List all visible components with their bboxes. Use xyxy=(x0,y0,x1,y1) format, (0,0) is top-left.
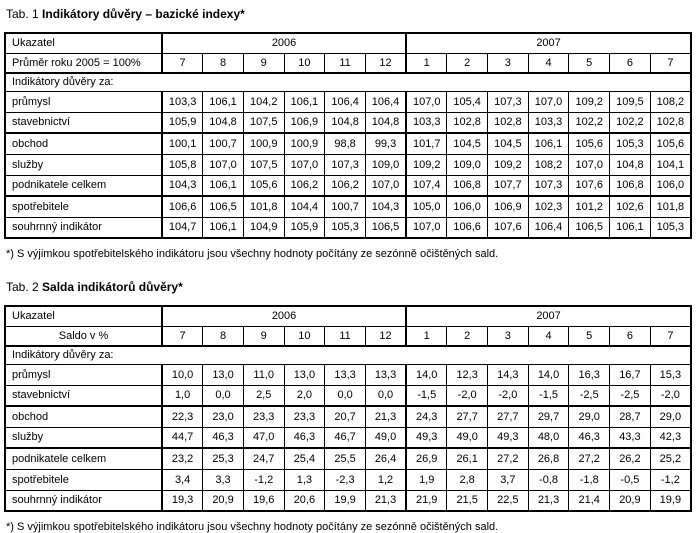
value-cell: 107,3 xyxy=(488,91,529,112)
value-cell: 107,7 xyxy=(488,175,529,196)
value-cell: 26,1 xyxy=(447,448,488,469)
value-cell: 108,2 xyxy=(650,91,691,112)
value-cell: 24,3 xyxy=(406,406,447,427)
row-label: spotřebitele xyxy=(5,469,162,490)
value-cell: 106,1 xyxy=(203,91,244,112)
value-cell: -2,0 xyxy=(650,385,691,406)
value-cell: 107,3 xyxy=(528,175,569,196)
value-cell: 27,7 xyxy=(447,406,488,427)
month-header-cell: 4 xyxy=(528,326,569,346)
row-label: služby xyxy=(5,427,162,448)
month-header-cell: 12 xyxy=(365,326,406,346)
value-cell: -1,5 xyxy=(528,385,569,406)
month-header-cell: 1 xyxy=(406,53,447,73)
section-row xyxy=(5,73,691,91)
value-cell: 20,9 xyxy=(610,490,651,511)
value-cell: 109,0 xyxy=(447,154,488,175)
value-cell: 105,4 xyxy=(447,91,488,112)
value-cell: 25,3 xyxy=(203,448,244,469)
value-cell: 105,9 xyxy=(284,217,325,238)
row-label: obchod xyxy=(5,406,162,427)
value-cell: 105,6 xyxy=(243,175,284,196)
value-cell: 46,3 xyxy=(284,427,325,448)
table1-title-text: Indikátory důvěry – bazické indexy* xyxy=(42,7,245,21)
month-header-cell: 7 xyxy=(650,53,691,73)
value-cell: 104,8 xyxy=(203,112,244,133)
table-row xyxy=(5,385,691,406)
value-cell: 49,3 xyxy=(406,427,447,448)
value-cell: 106,0 xyxy=(650,175,691,196)
value-cell: 2,0 xyxy=(284,385,325,406)
table-body xyxy=(5,364,691,511)
balance-table xyxy=(4,305,692,512)
value-cell: 104,8 xyxy=(610,154,651,175)
value-cell: 100,9 xyxy=(243,133,284,154)
value-cell: 22,5 xyxy=(488,490,529,511)
value-cell: 106,9 xyxy=(488,196,529,217)
value-cell: 20,9 xyxy=(203,490,244,511)
table-row xyxy=(5,154,691,175)
value-cell: 104,3 xyxy=(365,196,406,217)
value-cell: 103,3 xyxy=(528,112,569,133)
value-cell: 105,6 xyxy=(569,133,610,154)
value-cell: 25,5 xyxy=(325,448,366,469)
value-cell: 104,5 xyxy=(488,133,529,154)
value-cell: 1,0 xyxy=(162,385,203,406)
table1-title xyxy=(6,7,692,21)
value-cell: 19,3 xyxy=(162,490,203,511)
value-cell: 102,3 xyxy=(528,196,569,217)
value-cell: 23,2 xyxy=(162,448,203,469)
value-cell: -0,8 xyxy=(528,469,569,490)
value-cell: 19,9 xyxy=(650,490,691,511)
value-cell: 105,0 xyxy=(406,196,447,217)
value-cell: 26,8 xyxy=(528,448,569,469)
value-cell: 12,3 xyxy=(447,364,488,385)
value-cell: 107,0 xyxy=(365,175,406,196)
value-cell: 107,0 xyxy=(203,154,244,175)
value-cell: 104,3 xyxy=(162,175,203,196)
value-cell: 107,4 xyxy=(406,175,447,196)
value-cell: 107,3 xyxy=(325,154,366,175)
value-cell: 25,2 xyxy=(650,448,691,469)
table-row xyxy=(5,490,691,511)
value-cell: 44,7 xyxy=(162,427,203,448)
value-cell: 23,3 xyxy=(284,406,325,427)
value-cell: 105,8 xyxy=(162,154,203,175)
value-cell: 106,2 xyxy=(325,175,366,196)
value-cell: 22,3 xyxy=(162,406,203,427)
value-cell: 109,0 xyxy=(365,154,406,175)
section-label: Indikátory důvěry za: xyxy=(5,346,691,364)
value-cell: 109,2 xyxy=(406,154,447,175)
value-cell: 107,5 xyxy=(243,154,284,175)
value-cell: 3,4 xyxy=(162,469,203,490)
month-header-cell: 7 xyxy=(162,53,203,73)
value-cell: 106,1 xyxy=(203,175,244,196)
year-2007-header: 2007 xyxy=(406,306,691,326)
indicator-column-header: Ukazatel xyxy=(5,306,162,326)
year-2006-header: 2006 xyxy=(162,306,406,326)
value-cell: 104,8 xyxy=(325,112,366,133)
value-cell: 103,3 xyxy=(406,112,447,133)
year-2007-header: 2007 xyxy=(406,33,691,53)
value-cell: 106,5 xyxy=(569,217,610,238)
value-cell: 101,8 xyxy=(650,196,691,217)
value-cell: 47,0 xyxy=(243,427,284,448)
value-cell: 2,8 xyxy=(447,469,488,490)
value-cell: 100,9 xyxy=(284,133,325,154)
value-cell: 21,4 xyxy=(569,490,610,511)
month-header-cell: 7 xyxy=(162,326,203,346)
value-cell: 21,3 xyxy=(365,406,406,427)
month-header-cell: 7 xyxy=(650,326,691,346)
value-cell: 105,3 xyxy=(610,133,651,154)
value-cell: 107,0 xyxy=(406,91,447,112)
section-row xyxy=(5,346,691,364)
value-cell: -1,2 xyxy=(650,469,691,490)
value-cell: 20,6 xyxy=(284,490,325,511)
value-cell: 29,7 xyxy=(528,406,569,427)
month-header-cell: 3 xyxy=(488,53,529,73)
year-header-row xyxy=(5,33,691,53)
value-cell: 100,1 xyxy=(162,133,203,154)
row-label: stavebnictví xyxy=(5,385,162,406)
value-cell: 49,0 xyxy=(365,427,406,448)
value-cell: 14,0 xyxy=(528,364,569,385)
value-cell: -1,2 xyxy=(243,469,284,490)
value-cell: 13,3 xyxy=(365,364,406,385)
value-cell: 46,3 xyxy=(569,427,610,448)
value-cell: 3,3 xyxy=(203,469,244,490)
table-row xyxy=(5,406,691,427)
value-cell: 11,0 xyxy=(243,364,284,385)
value-cell: 98,8 xyxy=(325,133,366,154)
value-cell: 1,3 xyxy=(284,469,325,490)
row-label: podnikatele celkem xyxy=(5,448,162,469)
value-cell: 26,4 xyxy=(365,448,406,469)
value-cell: 106,9 xyxy=(284,112,325,133)
row-label: podnikatele celkem xyxy=(5,175,162,196)
value-cell: 42,3 xyxy=(650,427,691,448)
table-row xyxy=(5,217,691,238)
value-cell: 106,8 xyxy=(447,175,488,196)
value-cell: 100,7 xyxy=(203,133,244,154)
table1-title-prefix: Tab. 1 xyxy=(6,7,39,21)
value-cell: 104,5 xyxy=(447,133,488,154)
value-cell: 0,0 xyxy=(203,385,244,406)
value-cell: 100,7 xyxy=(325,196,366,217)
indicator-column-header: Ukazatel xyxy=(5,33,162,53)
month-header-cell: 9 xyxy=(243,53,284,73)
value-cell: 102,8 xyxy=(488,112,529,133)
value-cell: 0,0 xyxy=(365,385,406,406)
table-row xyxy=(5,112,691,133)
table2-title-prefix: Tab. 2 xyxy=(6,280,39,294)
value-cell: 21,9 xyxy=(406,490,447,511)
value-cell: -2,5 xyxy=(610,385,651,406)
value-cell: 16,7 xyxy=(610,364,651,385)
row-label: průmysl xyxy=(5,364,162,385)
value-cell: 13,0 xyxy=(203,364,244,385)
value-cell: 1,2 xyxy=(365,469,406,490)
value-cell: 101,7 xyxy=(406,133,447,154)
table-row xyxy=(5,133,691,154)
value-cell: 107,5 xyxy=(243,112,284,133)
value-cell: 104,7 xyxy=(162,217,203,238)
value-cell: 106,8 xyxy=(610,175,651,196)
value-cell: 26,9 xyxy=(406,448,447,469)
table-row xyxy=(5,196,691,217)
month-header-cell: 1 xyxy=(406,326,447,346)
month-header-cell: 11 xyxy=(325,326,366,346)
value-cell: 3,7 xyxy=(488,469,529,490)
value-cell: 23,0 xyxy=(203,406,244,427)
value-cell: 29,0 xyxy=(569,406,610,427)
table-row xyxy=(5,448,691,469)
value-cell: 107,6 xyxy=(488,217,529,238)
value-cell: -1,5 xyxy=(406,385,447,406)
table-row xyxy=(5,364,691,385)
value-cell: 105,3 xyxy=(650,217,691,238)
table2-footnote: *) S výjimkou spotřebitelského indikátoru jsou všechny hodnoty počítány ze sezónně očištěných sald. xyxy=(6,521,499,533)
row-label: souhrnný indikátor xyxy=(5,217,162,238)
value-cell: 105,3 xyxy=(325,217,366,238)
value-cell: 104,2 xyxy=(243,91,284,112)
month-header-cell: 6 xyxy=(610,53,651,73)
value-cell: 0,0 xyxy=(325,385,366,406)
value-cell: -1,8 xyxy=(569,469,610,490)
value-cell: 28,7 xyxy=(610,406,651,427)
value-cell: 109,2 xyxy=(488,154,529,175)
month-header-cell: 8 xyxy=(203,326,244,346)
value-cell: 106,1 xyxy=(528,133,569,154)
value-cell: 29,0 xyxy=(650,406,691,427)
value-cell: 102,2 xyxy=(610,112,651,133)
unit-header: Průměr roku 2005 = 100% xyxy=(5,53,162,73)
value-cell: 105,9 xyxy=(162,112,203,133)
value-cell: 99,3 xyxy=(365,133,406,154)
value-cell: 106,1 xyxy=(284,91,325,112)
unit-header: Saldo v % xyxy=(5,326,162,346)
value-cell: 106,1 xyxy=(203,217,244,238)
value-cell: 102,8 xyxy=(650,112,691,133)
value-cell: 20,7 xyxy=(325,406,366,427)
month-header-cell: 5 xyxy=(569,53,610,73)
month-header-row xyxy=(5,53,691,73)
value-cell: 107,0 xyxy=(569,154,610,175)
month-header-cell: 9 xyxy=(243,326,284,346)
value-cell: 106,4 xyxy=(528,217,569,238)
table-row xyxy=(5,469,691,490)
value-cell: 48,0 xyxy=(528,427,569,448)
value-cell: 25,4 xyxy=(284,448,325,469)
table1-footnote: *) S výjimkou spotřebitelského indikátoru jsou všechny hodnoty počítány ze sezónně očištěných sald. xyxy=(6,248,499,260)
value-cell: 109,2 xyxy=(569,91,610,112)
row-label: služby xyxy=(5,154,162,175)
value-cell: 1,9 xyxy=(406,469,447,490)
value-cell: 24,7 xyxy=(243,448,284,469)
value-cell: -0,5 xyxy=(610,469,651,490)
value-cell: 21,3 xyxy=(365,490,406,511)
row-label: stavebnictví xyxy=(5,112,162,133)
value-cell: 106,5 xyxy=(203,196,244,217)
month-header-cell: 11 xyxy=(325,53,366,73)
value-cell: 108,2 xyxy=(528,154,569,175)
year-2006-header: 2006 xyxy=(162,33,406,53)
table-row xyxy=(5,91,691,112)
month-header-row xyxy=(5,326,691,346)
value-cell: 104,4 xyxy=(284,196,325,217)
value-cell: 103,3 xyxy=(162,91,203,112)
month-header-cell: 12 xyxy=(365,53,406,73)
value-cell: 106,6 xyxy=(162,196,203,217)
table2-title xyxy=(6,280,692,294)
value-cell: 27,7 xyxy=(488,406,529,427)
value-cell: 105,6 xyxy=(650,133,691,154)
value-cell: 106,4 xyxy=(325,91,366,112)
value-cell: -2,3 xyxy=(325,469,366,490)
month-header-cell: 3 xyxy=(488,326,529,346)
value-cell: 107,0 xyxy=(406,217,447,238)
value-cell: 23,3 xyxy=(243,406,284,427)
value-cell: 13,3 xyxy=(325,364,366,385)
value-cell: 21,5 xyxy=(447,490,488,511)
table-row xyxy=(5,175,691,196)
value-cell: 102,6 xyxy=(610,196,651,217)
value-cell: 106,6 xyxy=(447,217,488,238)
month-header-cell: 10 xyxy=(284,53,325,73)
value-cell: 43,3 xyxy=(610,427,651,448)
value-cell: 49,0 xyxy=(447,427,488,448)
value-cell: -2,0 xyxy=(447,385,488,406)
value-cell: 19,6 xyxy=(243,490,284,511)
row-label: spotřebitele xyxy=(5,196,162,217)
value-cell: -2,0 xyxy=(488,385,529,406)
value-cell: 21,3 xyxy=(528,490,569,511)
month-header-cell: 4 xyxy=(528,53,569,73)
value-cell: 19,9 xyxy=(325,490,366,511)
value-cell: 104,1 xyxy=(650,154,691,175)
month-header-cell: 10 xyxy=(284,326,325,346)
value-cell: 106,2 xyxy=(284,175,325,196)
table-body xyxy=(5,91,691,238)
month-header-cell: 8 xyxy=(203,53,244,73)
value-cell: 107,0 xyxy=(528,91,569,112)
value-cell: 106,4 xyxy=(365,91,406,112)
value-cell: 102,8 xyxy=(447,112,488,133)
value-cell: 13,0 xyxy=(284,364,325,385)
section-label: Indikátory důvěry za: xyxy=(5,73,691,91)
value-cell: 104,8 xyxy=(365,112,406,133)
value-cell: 14,0 xyxy=(406,364,447,385)
month-header-cell: 2 xyxy=(447,326,488,346)
row-label: souhrnný indikátor xyxy=(5,490,162,511)
value-cell: 109,5 xyxy=(610,91,651,112)
year-header-row xyxy=(5,306,691,326)
value-cell: 15,3 xyxy=(650,364,691,385)
row-label: obchod xyxy=(5,133,162,154)
value-cell: 101,8 xyxy=(243,196,284,217)
value-cell: 26,2 xyxy=(610,448,651,469)
value-cell: 106,1 xyxy=(610,217,651,238)
month-header-cell: 6 xyxy=(610,326,651,346)
value-cell: 2,5 xyxy=(243,385,284,406)
value-cell: 104,9 xyxy=(243,217,284,238)
value-cell: -2,5 xyxy=(569,385,610,406)
value-cell: 10,0 xyxy=(162,364,203,385)
value-cell: 46,3 xyxy=(203,427,244,448)
value-cell: 102,2 xyxy=(569,112,610,133)
value-cell: 49,3 xyxy=(488,427,529,448)
table-row xyxy=(5,427,691,448)
value-cell: 106,5 xyxy=(365,217,406,238)
table2-title-text: Salda indikátorů důvěry* xyxy=(42,280,183,294)
value-cell: 27,2 xyxy=(569,448,610,469)
value-cell: 16,3 xyxy=(569,364,610,385)
value-cell: 107,0 xyxy=(284,154,325,175)
value-cell: 27,2 xyxy=(488,448,529,469)
value-cell: 46,7 xyxy=(325,427,366,448)
value-cell: 107,6 xyxy=(569,175,610,196)
value-cell: 14,3 xyxy=(488,364,529,385)
value-cell: 101,2 xyxy=(569,196,610,217)
month-header-cell: 2 xyxy=(447,53,488,73)
value-cell: 106,0 xyxy=(447,196,488,217)
row-label: průmysl xyxy=(5,91,162,112)
month-header-cell: 5 xyxy=(569,326,610,346)
base-index-table xyxy=(4,32,692,239)
